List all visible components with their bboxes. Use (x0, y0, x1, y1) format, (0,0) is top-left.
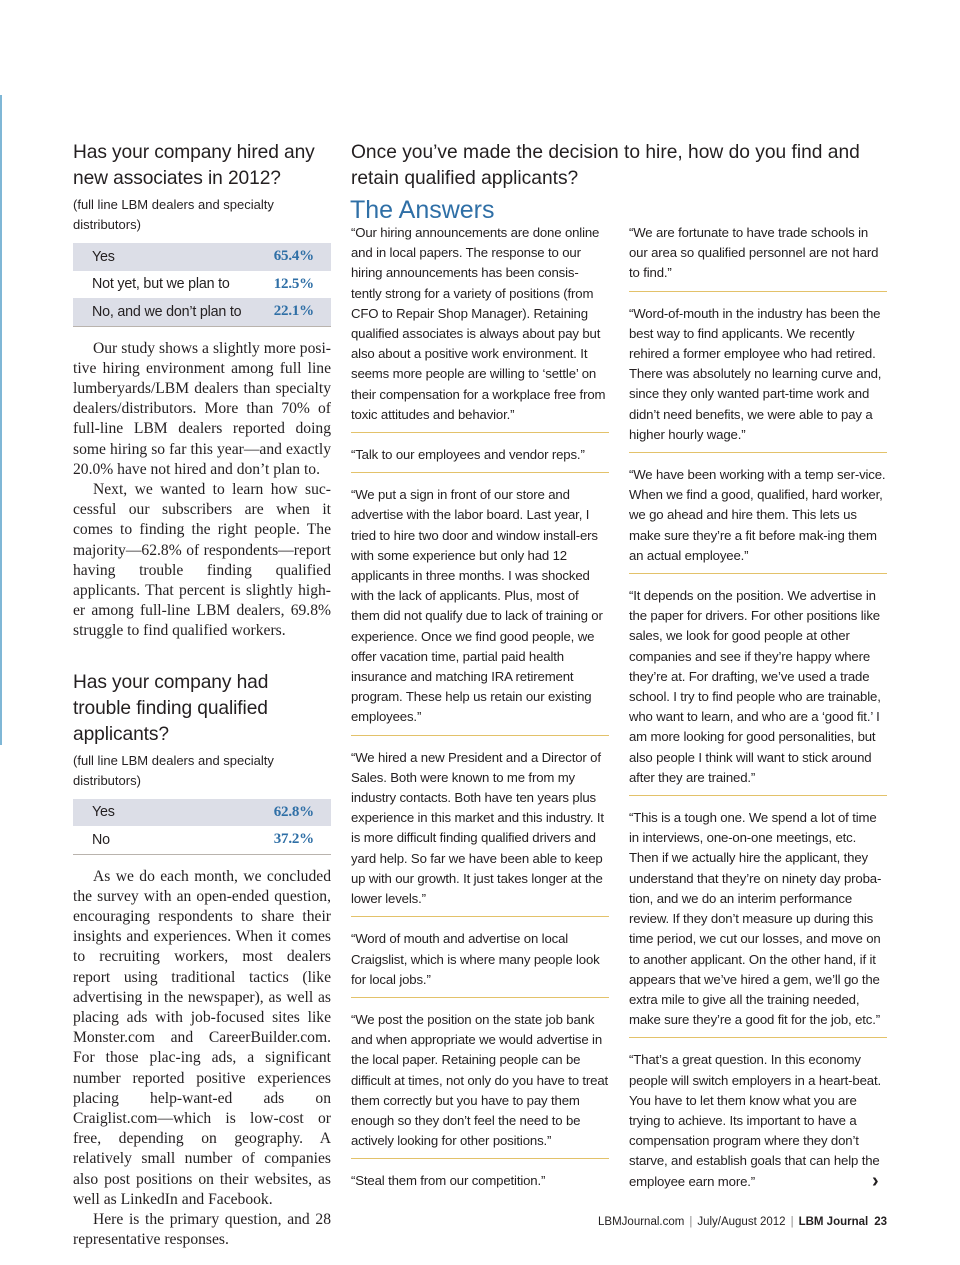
footer-separator: | (790, 1216, 794, 1228)
poll-1-row (73, 298, 331, 326)
answer-quote: “We put a sign in front of our store and advertise with the labor board. Last year, I tried to hire two door and window install-ers with some experience but only had 12 applicants in three months. I was shocked with the lack of applicants. Plus, most of them did not qualify due to lack of training or experience. Once we find good people, we offer vacation time, partial paid health insurance and matching IRA retirement program. These help us retain our existing employees.” (351, 487, 603, 725)
answer-quote: “Word of mouth and advertise on local Craigslist, which is where many people look for local jobs.” (351, 931, 600, 987)
footer-separator: | (689, 1216, 693, 1228)
poll-1-title: Has your company hired any new associates in 2012? (73, 142, 315, 189)
poll-1-label: Yes (92, 248, 115, 265)
answers-column-right (629, 223, 887, 1192)
poll-2-title: Has your company had trouble finding qualified applicants? (73, 671, 269, 745)
left-column (73, 140, 331, 1250)
answer-quote: “Our hiring announcements are done online and in local papers. The response to our hiring announcements has been consis-tently strong for a variety of positions (from CFO to Repair Shop Manager). Retaining qualified associates is always about pay but also about a positive work environment. It seems more people are willing to ‘settle’ on their compensation for a workplace free from toxic attitudes and behavior.” (351, 225, 606, 422)
poll-2-table (73, 799, 331, 855)
page-number: 23 (874, 1216, 887, 1228)
poll-1-value: 12.5% (273, 275, 314, 292)
answer-quote: “This is a tough one. We spend a lot of time in interviews, one-on-one meetings, etc. Then if we actually hire the applicant, they understand that they’re on ninety day proba-tion, and we do an interim performance review. If they don’t measure up during this time period, we cut our losses, and move on to another applicant. On the other hand, if it appears that we’ve hired a gem, we’ll go the extra mile to give all the training needed, make sure they’re a good fit for the job, etc.” (629, 810, 882, 1028)
body-paragraph: Here is the primary question, and 28 representative responses. (73, 1211, 331, 1249)
answer-quote: “We hired a new President and a Director of Sales. Both were known to me from my industry contacts. Both have ten years plus experience in this market and this industry. It is more difficult finding qualified drivers and yard help. So far we have been able to keep up with our growth. It just takes longer at the lower levels.” (351, 749, 604, 907)
quote-divider (351, 916, 609, 917)
footer-issue: July/August 2012 (697, 1216, 786, 1228)
poll-2-row (73, 799, 331, 827)
answer-quote: “Steal them from our competition.” (351, 1173, 546, 1189)
poll-2-subtitle: (full line LBM dealers and specialty distributors) (73, 752, 274, 788)
quote-divider (629, 795, 887, 796)
body-paragraph: As we do each month, we concluded the survey with an open-ended question, encouraging respondents to share their insights and experiences. When it comes to recruiting workers, most dealers report using traditional tactics (like advertising in the newspaper), as well as placing ads with job-focused sites like Monster.com and CareerBuilder.com. For those plac-ing ads, a significant number reported positive experiences placing help-want-ed ads on Craiglist.com—which is low-cost or free, depending on geography. A relatively small number of companies also post positions on their websites, as well as LinkedIn and Facebook. (73, 867, 331, 1208)
quote-divider (629, 452, 887, 453)
poll-1-value: 22.1% (273, 303, 314, 320)
page-edge-rule (0, 95, 2, 745)
quote-divider (351, 1158, 609, 1159)
poll-1-subtitle: (full line LBM dealers and specialty distributors) (73, 197, 274, 232)
poll-1-label: Not yet, but we plan to (92, 276, 230, 293)
answer-quote: “Talk to our employees and vendor reps.” (351, 447, 585, 463)
answer-quote: “Word-of-mouth in the industry has been the best way to find applicants. We recently rehired a former employee who had retired. There was absolutely no learning curve and, since they only wanted part-time work and didn’t need benefits, we were able to pay a higher hourly wage.” (629, 305, 882, 442)
answer-quote: “We have been working with a temp ser-vice. When we find a good, qualified, hard worker, we go ahead and hire them. This lets us make sure they’re a fit before mak-ing them an actual employee.” (629, 467, 886, 563)
main-question: Once you’ve made the decision to hire, how do you find and retain qualified applicants? (351, 142, 860, 189)
answer-quote: “That’s a great question. In this economy people will switch employers in a heart-beat. You have to let them know what you are trying to achieve. Its important to have a compensation program where they don’t starve, and establish goals that can help the employee earn more.” (629, 1052, 881, 1189)
body-paragraph: Next, we wanted to learn how suc-cessful our subscribers are when it comes to finding the right people. The majority—62.8% of respondents—report having trouble finding qualified applicants. That percent is slightly high-er among full-line LBM dealers, 69.8% struggle to find qualified workers. (73, 480, 331, 640)
quote-divider (629, 291, 887, 292)
poll-2-label: No (92, 831, 110, 848)
continue-arrow-icon: › (872, 1170, 879, 1192)
poll-1-row (73, 243, 331, 271)
poll-2-label: Yes (92, 804, 115, 821)
quote-divider (351, 735, 609, 736)
poll-1-label: No, and we don’t plan to (92, 303, 242, 320)
answer-quote: “We are fortunate to have trade schools in our area so qualified personnel are not hard to find.” (629, 225, 879, 281)
quote-divider (629, 573, 887, 574)
poll-2-value: 37.2% (273, 831, 314, 848)
body-paragraph: Our study shows a slightly more posi-tive hiring environment among full line lumberyards/LBM dealers than specialty dealers/distributors. More than 70% of full-line LBM dealers reported doing some hiring so far this year—and exactly 20.0% have not hired and don’t plan to. (73, 339, 331, 478)
poll-1-value: 65.4% (273, 248, 314, 265)
quote-divider (351, 472, 609, 473)
answer-quote: “We post the position on the state job bank and when appropriate we would advertise in the local paper. Retaining people can be difficult at times, not only do you have to treat them correctly but you have to pay them enough so they don’t feel the need to be actively looking for other positions.” (351, 1011, 609, 1149)
quote-divider (629, 1037, 887, 1038)
quote-divider (351, 432, 609, 433)
answers-column-middle (351, 223, 609, 1192)
answers-heading: The Answers (350, 196, 495, 224)
poll-2-row (73, 826, 331, 854)
footer-brand: LBM Journal (798, 1216, 869, 1228)
page-footer (0, 1216, 887, 1228)
quote-divider (351, 997, 609, 998)
footer-site: LBMJournal.com (598, 1216, 685, 1228)
poll-2-value: 62.8% (273, 803, 314, 820)
answer-quote: “It depends on the position. We advertise in the paper for drivers. For other positions like sales, we look for good people at other companies and see if they’re happy where they’re at. For drafting, we’ve used a trade school. I try to find people who are trainable, who want to learn, and who are a ‘good fit.’ I am more looking for good personalities, but also people I think will want to stick around after they are trained.” (629, 588, 881, 785)
poll-1-table (73, 243, 331, 327)
poll-1-row (73, 271, 331, 299)
